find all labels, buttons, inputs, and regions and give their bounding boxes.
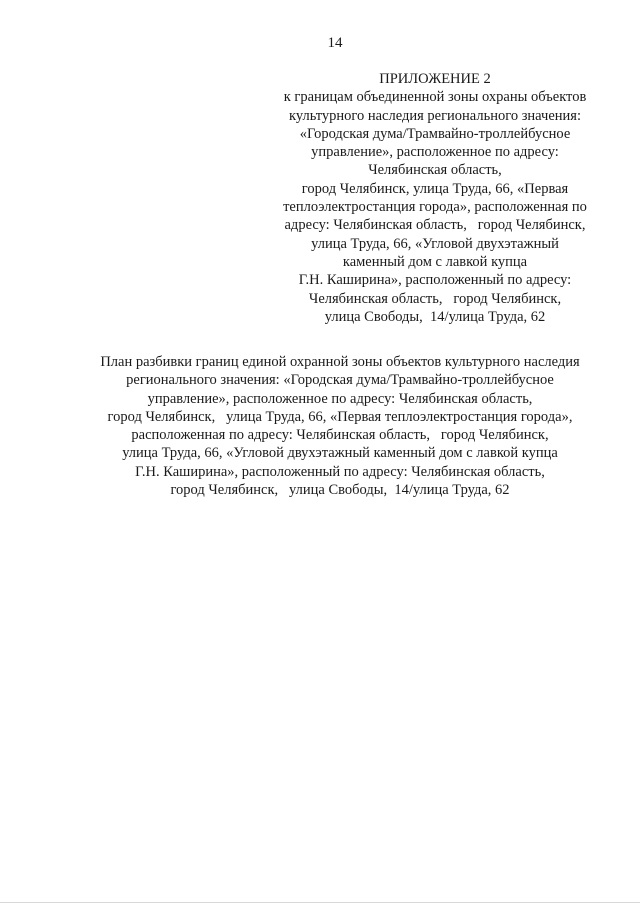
plan-title-line: План разбивки границ единой охранной зоны объектов культурного наследия [100, 354, 580, 370]
appendix-line: Г.Н. Каширина», расположенный по адресу: [298, 272, 572, 289]
appendix-heading: ПРИЛОЖЕНИЕ 2 [379, 71, 491, 87]
appendix-line: управление», расположенное по адресу: [311, 144, 559, 161]
appendix-block [255, 70, 615, 326]
appendix-line: улица Свободы, 14/улица Труда, 62 [324, 308, 546, 325]
plan-title-line: город Челябинск, улица Свободы, 14/улица Труда, 62 [170, 482, 510, 499]
plan-title-line: Г.Н. Каширина», расположенный по адресу: Челябинская область, [135, 463, 545, 480]
appendix-line: культурного наследия регионального значения: [289, 107, 581, 124]
appendix-line: Челябинская область, город Челябинск, [308, 290, 562, 307]
appendix-line: к границам объединенной зоны охраны объектов [283, 89, 587, 106]
appendix-line: город Челябинск, улица Труда, 66, «Первая [301, 180, 569, 197]
page-number: 14 [327, 35, 343, 51]
plan-title [60, 353, 620, 499]
plan-title-line: улица Труда, 66, «Угловой двухэтажный каменный дом с лавкой купца [122, 445, 558, 462]
plan-title-line: город Челябинск, улица Труда, 66, «Первая теплоэлектростанция города», [107, 408, 573, 425]
plan-title-line: управление», расположенное по адресу: Челябинская область, [147, 390, 533, 407]
plan-title-line: регионального значения: «Городская дума/Трамвайно-троллейбусное [126, 372, 554, 389]
appendix-line: адресу: Челябинская область, город Челябинск, [284, 217, 586, 234]
appendix-line: каменный дом с лавкой купца [342, 253, 528, 270]
plan-title-line: расположенная по адресу: Челябинская область, город Челябинск, [131, 427, 549, 444]
appendix-line: «Городская дума/Трамвайно-троллейбусное [299, 125, 571, 142]
appendix-line: улица Труда, 66, «Угловой двухэтажный [311, 235, 559, 252]
page-bottom-edge [0, 902, 640, 903]
appendix-line: Челябинская область, [368, 162, 502, 179]
appendix-line: теплоэлектростанция города», расположенная по [283, 199, 587, 216]
